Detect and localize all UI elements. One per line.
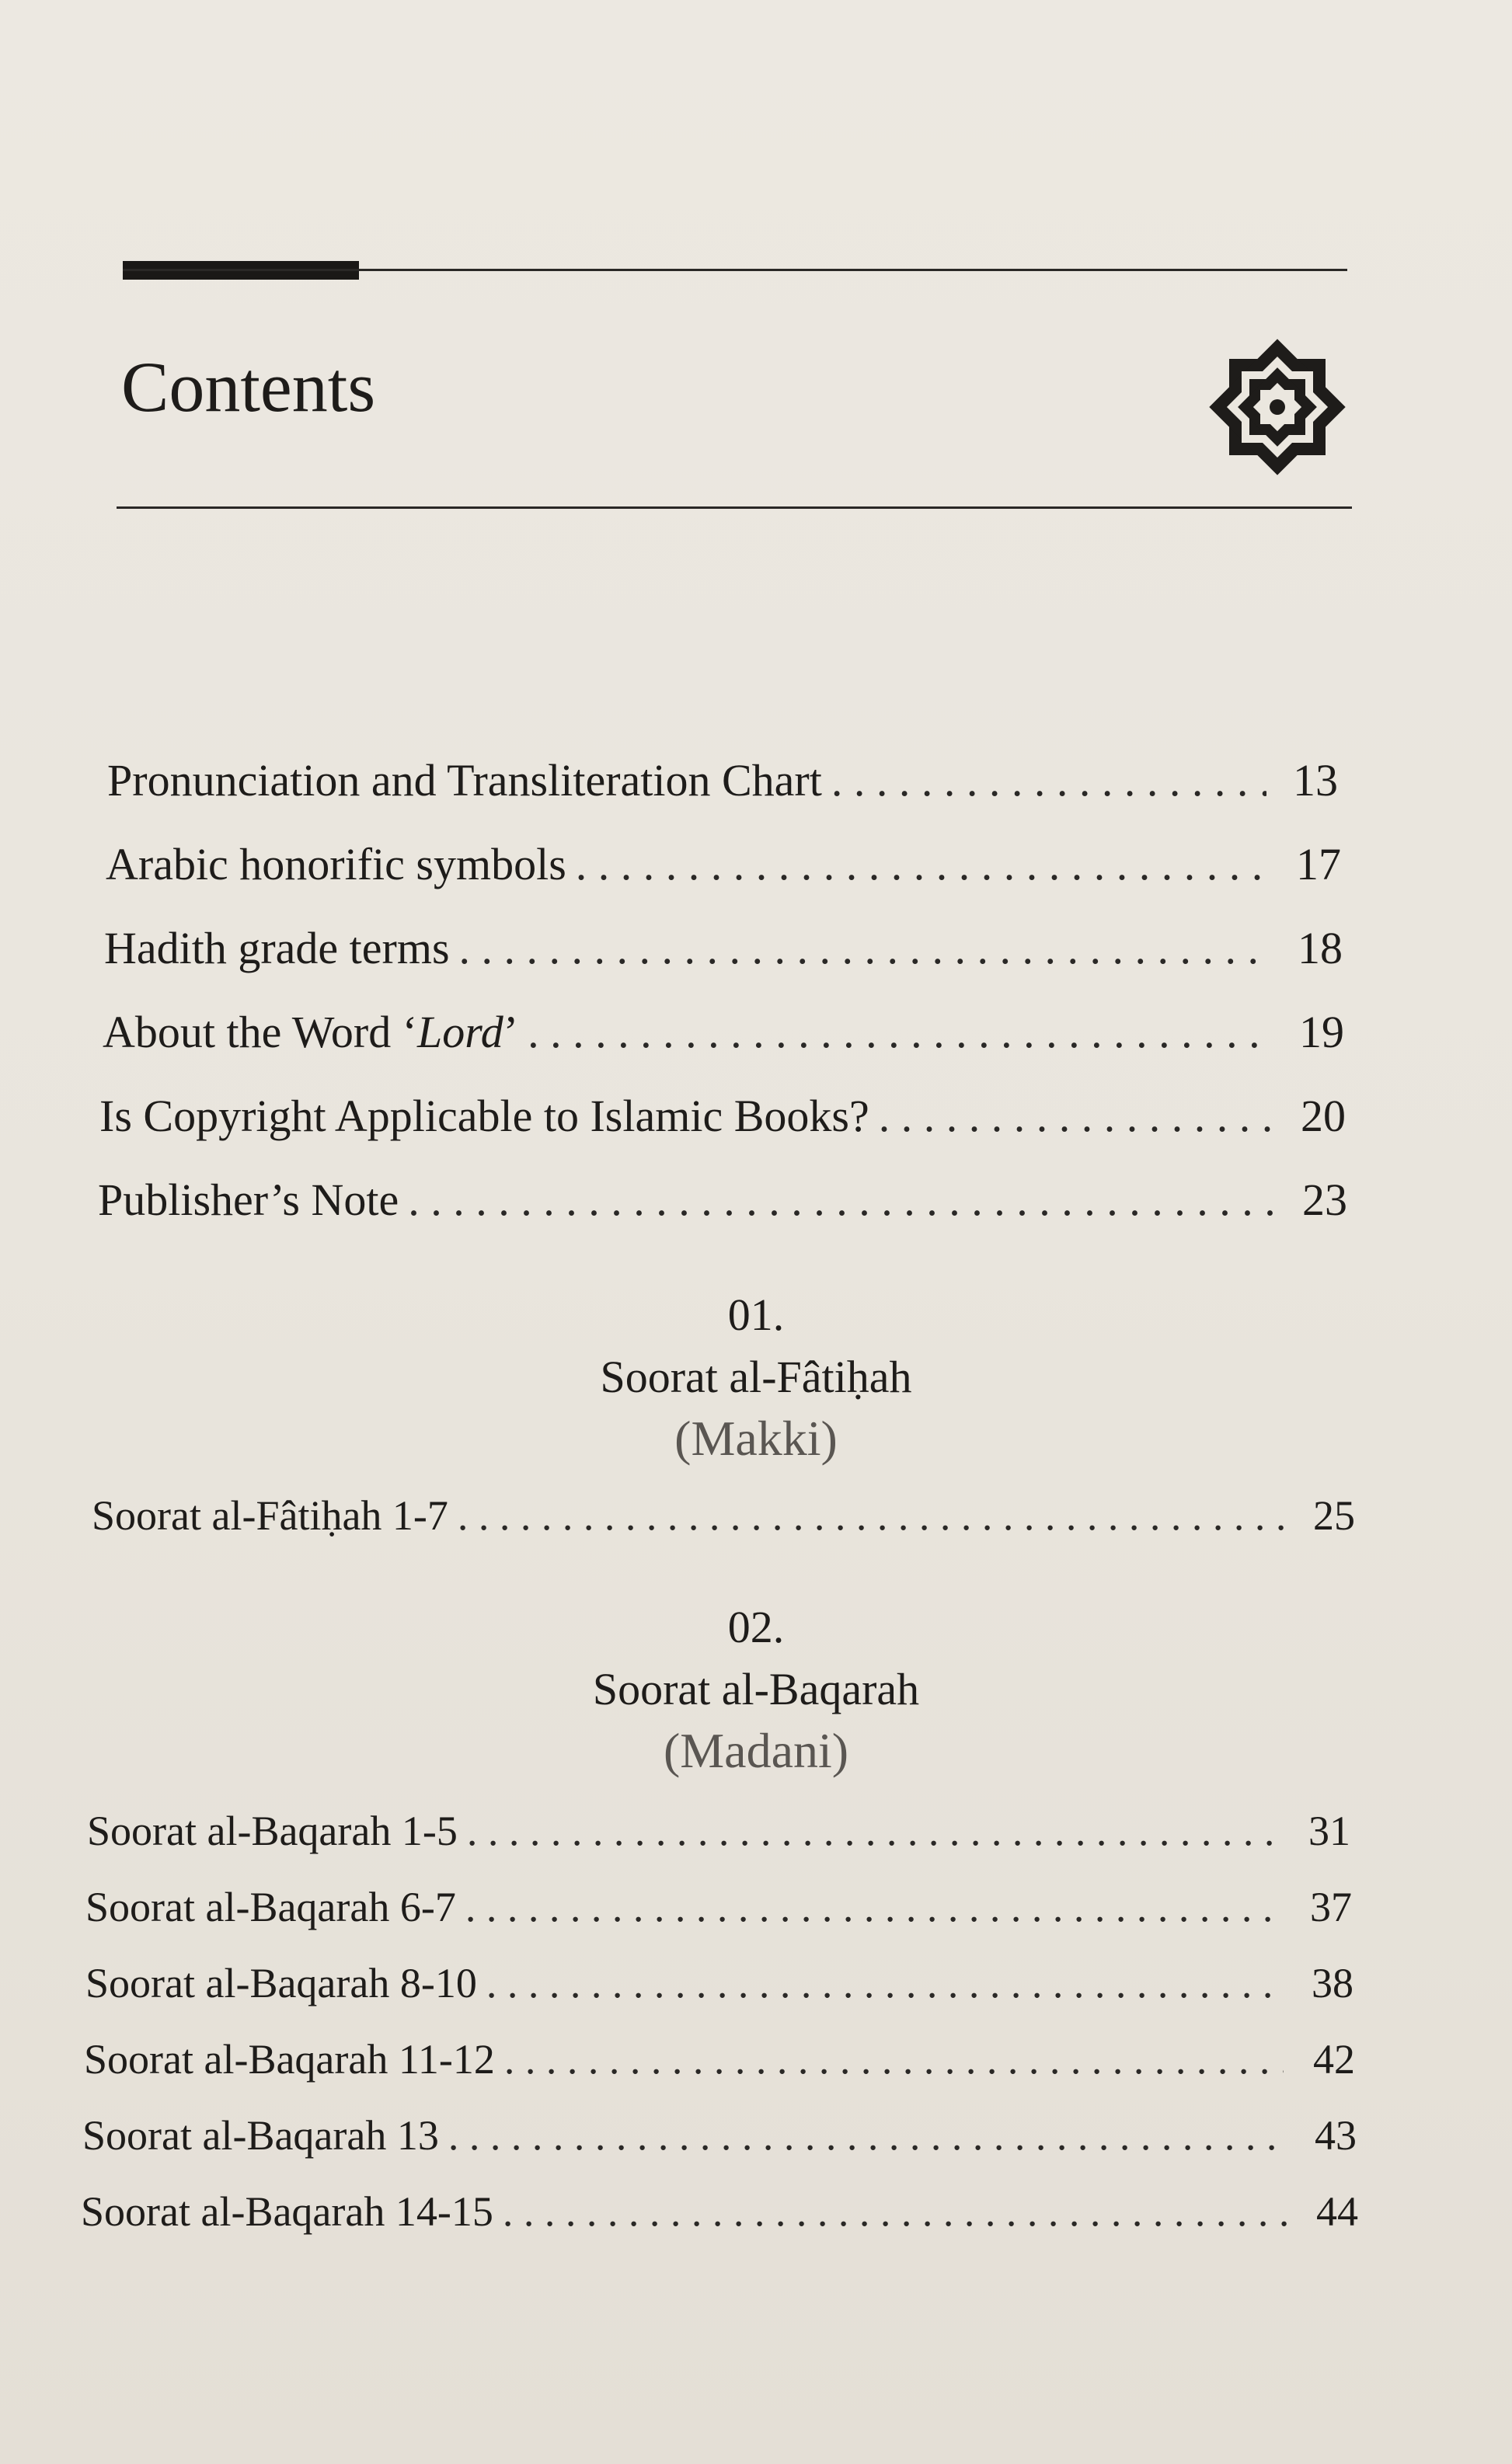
leader-dots <box>459 926 1271 971</box>
toc-entry-page: 44 <box>1316 2188 1358 2235</box>
toc-entry-baqarah-6-7[interactable] <box>85 1886 1352 1928</box>
toc-entry-title: Soorat al-Baqarah 14-15 <box>81 2188 493 2235</box>
toc-entry-page: 13 <box>1293 755 1338 806</box>
toc-entry-page: 43 <box>1315 2112 1357 2159</box>
toc-entry-copyright[interactable] <box>99 1091 1346 1141</box>
toc-entry-title-italic: Lord <box>417 1007 503 1057</box>
toc-entry-baqarah-11-12[interactable] <box>84 2036 1355 2083</box>
toc-entry-page: 37 <box>1310 1884 1352 1930</box>
page-title: Contents <box>121 347 376 426</box>
toc-entry-baqarah-8-10[interactable] <box>85 1962 1353 2004</box>
toc-entry-page: 23 <box>1302 1175 1347 1225</box>
leader-dots <box>528 1010 1273 1055</box>
toc-entry-title: Soorat al-Baqarah 13 <box>82 2112 439 2159</box>
leader-dots <box>576 842 1270 887</box>
toc-entry-baqarah-14-15[interactable] <box>81 2188 1358 2235</box>
section-type: (Makki) <box>674 1411 838 1466</box>
toc-entry-title: Pronunciation and Transliteration Chart <box>107 755 822 806</box>
toc-entry-publishers-note[interactable] <box>98 1175 1347 1225</box>
leader-dots <box>448 2114 1285 2156</box>
toc-entry-fatihah-1-7[interactable] <box>92 1492 1355 1539</box>
toc-entry-hadith-grade-terms[interactable] <box>104 923 1343 973</box>
toc-entry-title: Soorat al-Baqarah 6-7 <box>85 1884 456 1930</box>
toc-entry-title: Arabic honorific symbols <box>106 839 566 889</box>
section-number: 01. <box>727 1289 785 1340</box>
toc-entry-page: 17 <box>1296 839 1341 889</box>
toc-entry-title-prefix: About the Word ‘ <box>103 1007 418 1057</box>
toc-entry-page: 25 <box>1313 1492 1355 1539</box>
toc-entry-title: Is Copyright Applicable to Islamic Books? <box>99 1091 869 1141</box>
toc-entry-baqarah-13[interactable] <box>82 2112 1357 2159</box>
section-name: Soorat al-Baqarah <box>592 1664 920 1714</box>
toc-entry-page: 18 <box>1298 923 1343 973</box>
leader-dots <box>467 1810 1279 1852</box>
leader-dots <box>465 1886 1280 1928</box>
toc-entry-baqarah-1-5[interactable] <box>87 1810 1350 1852</box>
leader-dots <box>408 1178 1276 1223</box>
toc-entry-title: Publisher’s Note <box>98 1175 399 1225</box>
toc-entry-title <box>103 1007 519 1057</box>
leader-dots <box>879 1094 1274 1139</box>
leader-dots <box>831 758 1266 803</box>
leader-dots <box>503 2191 1287 2233</box>
eight-point-star-ornament-icon <box>1209 339 1346 475</box>
header-bottom-rule <box>117 506 1352 509</box>
toc-entry-pronunciation[interactable] <box>107 755 1338 806</box>
header-rule <box>123 269 1347 271</box>
toc-entry-honorific-symbols[interactable] <box>106 839 1341 889</box>
section-number: 02. <box>727 1602 785 1652</box>
toc-entry-page: 20 <box>1301 1091 1346 1141</box>
toc-entry-title: Hadith grade terms <box>104 923 450 973</box>
toc-entry-title: Soorat al-Baqarah 11-12 <box>84 2036 495 2083</box>
leader-dots <box>504 2038 1284 2080</box>
section-type: (Madani) <box>663 1723 849 1778</box>
leader-dots <box>458 1495 1284 1537</box>
toc-entry-page: 31 <box>1308 1808 1350 1854</box>
toc-entry-title-suffix: ’ <box>503 1007 519 1057</box>
leader-dots <box>486 1962 1282 2004</box>
section-name: Soorat al-Fâtiḥah <box>600 1352 912 1402</box>
toc-entry-about-the-word-lord[interactable] <box>103 1007 1344 1057</box>
toc-entry-title: Soorat al-Baqarah 8-10 <box>85 1960 477 2006</box>
toc-entry-page: 19 <box>1299 1007 1344 1057</box>
toc-entry-page: 42 <box>1313 2036 1355 2083</box>
toc-entry-title: Soorat al-Fâtiḥah 1-7 <box>92 1492 448 1539</box>
toc-entry-page: 38 <box>1312 1960 1353 2006</box>
toc-entry-title: Soorat al-Baqarah 1-5 <box>87 1808 458 1854</box>
